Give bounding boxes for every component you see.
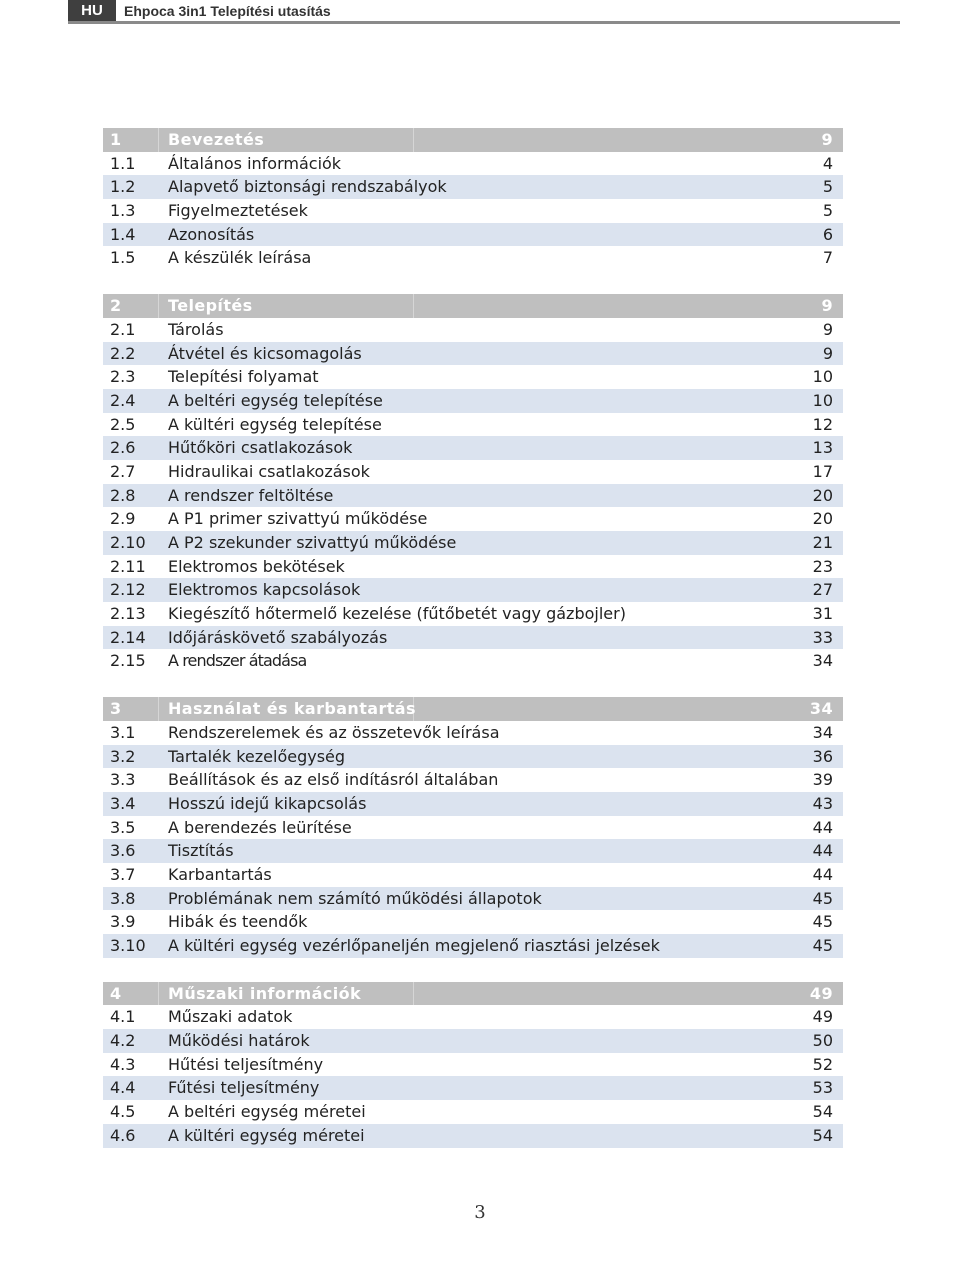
entry-page: 23 [812,556,833,576]
entry-title: A berendezés leürítése [168,817,352,837]
toc-entry[interactable] [103,555,843,579]
entry-title: A beltéri egység telepítése [168,390,383,410]
chapter-number: 4 [110,983,122,1003]
page-number: 3 [474,1202,486,1223]
toc-entry[interactable] [103,436,843,460]
entry-number: 1.3 [110,201,136,221]
entry-number: 2.14 [110,627,146,647]
toc-entry[interactable] [103,531,843,555]
entry-page: 21 [812,533,833,552]
entry-number: 3.5 [110,817,136,837]
entry-number: 2.9 [110,509,136,529]
entry-number: 2.3 [110,367,136,387]
entry-title: A rendszer feltöltése [168,485,334,505]
entry-title: Rendszerelemek és az összetevők leírása [168,722,500,742]
toc-entry[interactable] [103,602,843,626]
entry-number: 1.5 [110,248,136,268]
entry-title: Fűtési teljesítmény [168,1078,320,1098]
entry-page: 52 [812,1054,833,1074]
entry-title: Általános információk [168,153,342,173]
entry-page: 17 [812,461,833,481]
header-rule [68,21,900,24]
entry-number: 3.9 [110,912,136,932]
entry-page: 44 [812,841,833,861]
chapter-number: 3 [110,699,122,719]
chapter-title: Műszaki információk [168,983,362,1003]
toc-entry[interactable] [103,389,843,413]
chapter-number: 1 [110,130,122,149]
entry-number: 4.2 [110,1031,136,1051]
toc-entry[interactable] [103,413,843,437]
toc-entry[interactable] [103,839,843,863]
entry-title: A beltéri egység méretei [168,1102,366,1122]
heading-divider [158,982,159,1006]
toc-entry[interactable] [103,1029,843,1053]
toc-entry[interactable] [103,934,843,958]
entry-number: 2.12 [110,580,146,600]
entry-number: 3.3 [110,770,136,790]
toc-entry[interactable] [103,246,843,270]
toc-entry[interactable] [103,175,843,199]
entry-number: 3.2 [110,746,136,766]
entry-number: 2.7 [110,461,136,481]
entry-number: 3.8 [110,888,136,908]
entry-number: 3.4 [110,793,136,813]
toc-entry[interactable] [103,152,843,176]
chapter-page: 9 [821,296,833,316]
toc-entry[interactable] [103,318,843,342]
entry-number: 3.10 [110,936,146,955]
toc-entry[interactable] [103,507,843,531]
entry-title: Alapvető biztonsági rendszabályok [168,177,447,197]
heading-divider [413,294,414,318]
entry-page: 12 [812,414,833,434]
entry-page: 10 [812,367,833,387]
entry-title: Karbantartás [168,864,272,884]
toc-entry[interactable] [103,887,843,911]
chapter-page: 49 [809,983,833,1003]
entry-title: Hidraulikai csatlakozások [168,461,370,481]
toc-entry[interactable] [103,1005,843,1029]
entry-page: 20 [812,509,833,529]
chapter-page: 9 [821,130,833,149]
chapter-title: Telepítés [168,296,253,316]
chapter-title: Bevezetés [168,130,265,149]
entry-number: 2.4 [110,390,136,410]
entry-title: Beállítások és az első indításról általában [168,770,499,790]
heading-divider [158,697,159,721]
table-of-contents [103,128,843,1172]
entry-number: 1.1 [110,153,136,173]
toc-entry[interactable] [103,1053,843,1077]
entry-page: 5 [822,177,833,197]
entry-number: 4.5 [110,1102,136,1122]
toc-entry[interactable] [103,199,843,223]
entry-page: 36 [812,746,833,766]
entry-page: 33 [812,627,833,647]
entry-title: A rendszer átadása [168,651,307,671]
entry-page: 13 [812,438,833,458]
entry-number: 2.15 [110,651,146,671]
entry-number: 3.7 [110,864,136,884]
entry-page: 9 [822,343,833,363]
entry-page: 44 [812,817,833,837]
entry-title: Hosszú idejű kikapcsolás [168,793,367,813]
entry-title: Hibák és teendők [168,912,308,932]
toc-entry[interactable] [103,223,843,247]
toc-entry[interactable] [103,721,843,745]
entry-page: 34 [812,722,833,742]
entry-title: A készülék leírása [168,248,312,268]
toc-chapter-heading[interactable] [103,128,843,152]
entry-page: 4 [822,153,833,173]
toc-entry[interactable] [103,484,843,508]
entry-title: Műszaki adatok [168,1007,293,1027]
toc-section [103,982,843,1148]
toc-entry[interactable] [103,365,843,389]
entry-number: 3.1 [110,722,136,742]
entry-title: Azonosítás [168,224,255,244]
entry-page: 31 [812,604,833,624]
entry-page: 7 [822,248,833,268]
toc-entry[interactable] [103,460,843,484]
toc-section [103,697,843,958]
entry-title: Elektromos bekötések [168,556,345,576]
entry-page: 6 [822,224,833,244]
entry-number: 2.6 [110,438,136,458]
entry-number: 2.11 [110,556,146,576]
entry-number: 4.3 [110,1054,136,1074]
entry-page: 10 [812,390,833,410]
entry-title: A kültéri egység vezérlőpaneljén megjelenő riasztási jelzések [168,936,660,955]
toc-entry[interactable] [103,1124,843,1148]
entry-title: Tárolás [168,319,224,339]
heading-divider [413,982,414,1006]
toc-chapter-heading[interactable] [103,294,843,318]
entry-title: A kültéri egység méretei [168,1125,365,1145]
heading-divider [158,294,159,318]
chapter-title: Használat és karbantartás [168,699,416,719]
entry-number: 4.1 [110,1007,136,1027]
entry-page: 5 [822,201,833,221]
entry-page: 45 [812,912,833,932]
toc-section [103,128,843,270]
toc-chapter-heading[interactable] [103,697,843,721]
chapter-page: 34 [809,699,833,719]
document-title: Ehpoca 3in1 Telepítési utasítás [124,3,331,19]
toc-entry[interactable] [103,342,843,366]
toc-entry[interactable] [103,792,843,816]
entry-title: Működési határok [168,1031,310,1051]
entry-number: 2.8 [110,485,136,505]
entry-page: 50 [812,1031,833,1051]
chapter-number: 2 [110,296,122,316]
entry-title: A kültéri egység telepítése [168,414,382,434]
entry-title: A P2 szekunder szivattyú működése [168,533,457,552]
entry-page: 54 [812,1102,833,1122]
toc-section [103,294,843,673]
toc-entry[interactable] [103,863,843,887]
entry-page: 53 [812,1078,833,1098]
entry-page: 49 [812,1007,833,1027]
entry-number: 2.10 [110,533,146,552]
entry-page: 45 [812,936,833,955]
heading-divider [413,128,414,152]
entry-title: A P1 primer szivattyú működése [168,509,428,529]
entry-title: Figyelmeztetések [168,201,308,221]
entry-title: Telepítési folyamat [168,367,319,387]
toc-entry[interactable] [103,578,843,602]
toc-entry[interactable] [103,1100,843,1124]
entry-title: Időjáráskövető szabályozás [168,627,388,647]
entry-page: 39 [812,770,833,790]
toc-chapter-heading[interactable] [103,982,843,1006]
entry-page: 27 [812,580,833,600]
toc-entry[interactable] [103,768,843,792]
toc-entry[interactable] [103,910,843,934]
entry-number: 2.1 [110,319,136,339]
heading-divider [158,128,159,152]
entry-title: Problémának nem számító működési állapotok [168,888,542,908]
entry-title: Kiegészítő hőtermelő kezelése (fűtőbetét vagy gázbojler) [168,604,626,624]
language-badge: HU [68,0,116,22]
toc-entry[interactable] [103,1076,843,1100]
entry-title: Hűtőköri csatlakozások [168,438,353,458]
entry-number: 2.5 [110,414,136,434]
entry-number: 1.2 [110,177,136,197]
toc-entry[interactable] [103,816,843,840]
entry-page: 44 [812,864,833,884]
entry-page: 9 [822,319,833,339]
entry-page: 43 [812,793,833,813]
entry-page: 54 [812,1125,833,1145]
entry-title: Tartalék kezelőegység [168,746,346,766]
entry-page: 34 [812,651,833,671]
entry-title: Átvétel és kicsomagolás [168,343,362,363]
entry-number: 4.6 [110,1125,136,1145]
entry-title: Elektromos kapcsolások [168,580,361,600]
entry-number: 1.4 [110,224,136,244]
entry-number: 2.13 [110,604,146,624]
entry-page: 45 [812,888,833,908]
toc-entry[interactable] [103,649,843,673]
entry-title: Hűtési teljesítmény [168,1054,324,1074]
entry-page: 20 [812,485,833,505]
entry-number: 4.4 [110,1078,136,1098]
entry-number: 3.6 [110,841,136,861]
entry-number: 2.2 [110,343,136,363]
page-header [68,0,900,24]
toc-entry[interactable] [103,745,843,769]
toc-entry[interactable] [103,626,843,650]
entry-title: Tisztítás [168,841,234,861]
